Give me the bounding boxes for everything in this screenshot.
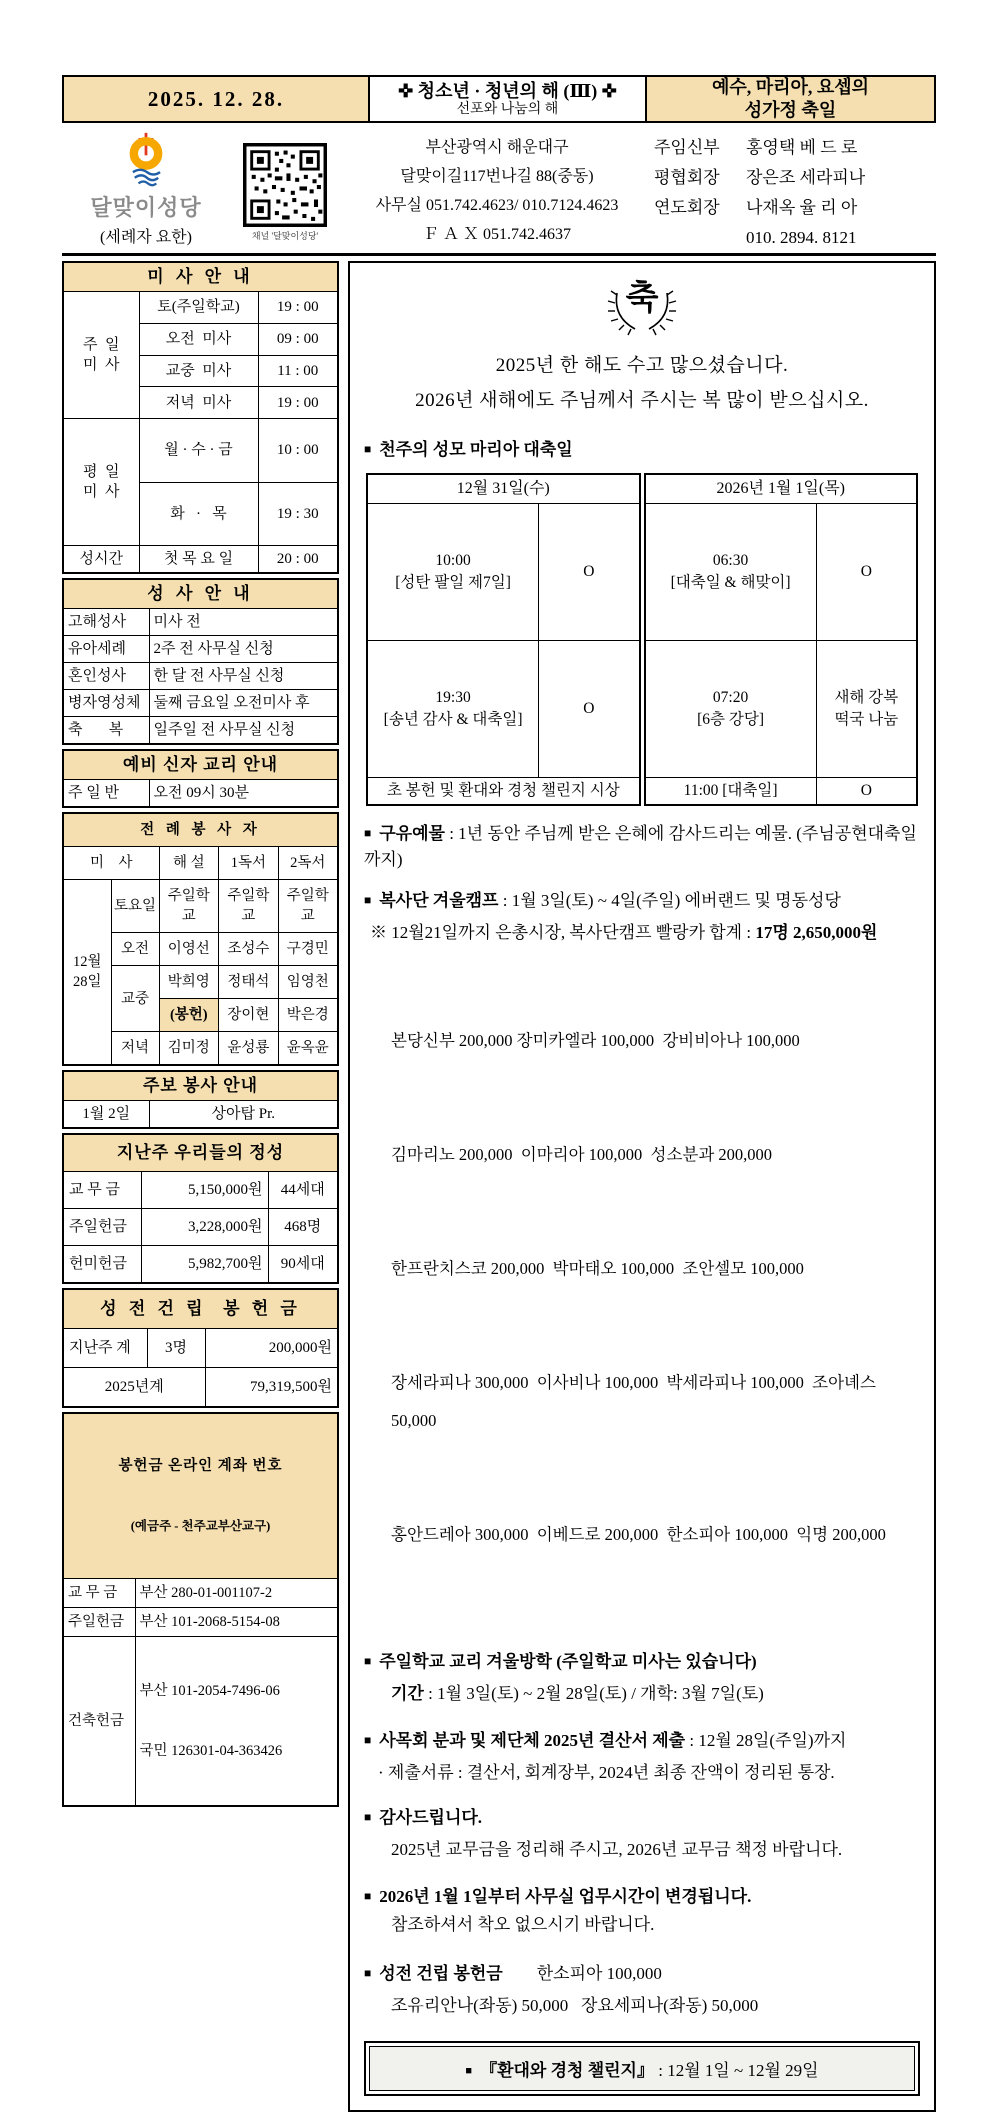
building-last-count: 3명 xyxy=(147,1329,205,1368)
servers-slot: 저녁 xyxy=(111,1032,159,1066)
official-row xyxy=(654,133,936,163)
feast-title xyxy=(647,77,934,121)
mass-time: 19 : 00 xyxy=(258,387,338,419)
servers-slot: 교중 xyxy=(111,966,159,1032)
official-role: 주임신부 xyxy=(654,138,720,157)
header-banner xyxy=(62,75,936,123)
feast-footer: 초 봉헌 및 환대와 경청 챌린지 시상 xyxy=(367,778,640,806)
note-settlement-docs: · 제출서류 : 결산서, 회계장부, 2024년 최종 잔액이 정리된 통장. xyxy=(378,1763,835,1782)
note-thanks-detail: 2025년 교무금을 정리해 주시고, 2026년 교무금 책정 바랍니다. xyxy=(391,1840,843,1859)
offering-label: 주일헌금 xyxy=(63,1209,141,1246)
feast-cell: 06:30 [대축일 & 해맞이] xyxy=(645,504,817,641)
announcements-panel xyxy=(348,261,936,2112)
servers-cell: 주일학교 xyxy=(159,880,219,933)
official-name: 홍영택 베 드 로 xyxy=(746,138,858,157)
bullet-icon: ■ xyxy=(364,1966,372,1980)
greeting-line1: 2025년 한 해도 수고 많으셨습니다. xyxy=(495,355,789,376)
sacrament-value: 한 달 전 사무실 신청 xyxy=(149,663,338,690)
feast-mark: 새해 강복 떡국 나눔 xyxy=(816,641,917,778)
church-patron: (세례자 요한) xyxy=(100,229,192,246)
servers-cell: 박은경 xyxy=(278,999,338,1032)
sidebar xyxy=(62,261,339,1811)
address-line3: 사무실 051.742.4623/ 010.7124.4623 xyxy=(375,197,619,214)
celebration-char: 축 xyxy=(625,280,659,317)
section-title-building: 성 전 건 립 봉 헌 금 xyxy=(63,1289,338,1329)
year-theme-subtitle: 선포와 나눔의 해 xyxy=(456,102,559,117)
section-title-servers: 전 례 봉 사 자 xyxy=(63,813,338,847)
note-building-fund: ■ 성전 건립 봉헌금 한소피아 100,000 xyxy=(364,1964,662,1983)
servers-col-mass: 미 사 xyxy=(63,847,159,880)
dot-mark: · xyxy=(378,1763,384,1782)
servers-col-reader1: 1독서 xyxy=(219,847,278,880)
official-name: 나재옥 율 리 아 xyxy=(746,198,858,217)
feast-cell: 19:30 [송년 감사 & 대축일] xyxy=(367,641,539,778)
info-band xyxy=(62,123,936,256)
servers-cell: 김미정 xyxy=(159,1032,219,1066)
mass-group-label: 성시간 xyxy=(63,546,139,574)
catechumen-label: 주 일 반 xyxy=(63,780,149,808)
bulletin-service-table xyxy=(62,1070,339,1129)
section-title-accounts: 봉헌금 온라인 계좌 번호 (예금주 - 천주교부산교구) xyxy=(63,1413,338,1579)
mass-name: 저녁 미사 xyxy=(139,387,258,419)
mass-name: 첫 목 요 일 xyxy=(139,546,258,574)
account-number: 부산 280-01-001107-2 xyxy=(135,1579,338,1608)
note-building-fund-detail: 조유리안나(좌동) 50,000 장요세피나(좌동) 50,000 xyxy=(391,1996,759,2015)
catechumen-table xyxy=(62,749,339,808)
note-thanks: ■ 감사드립니다. xyxy=(364,1808,483,1827)
feast-table-dec31 xyxy=(366,473,641,806)
account-label: 교 무 금 xyxy=(63,1579,135,1608)
offering-count: 90세대 xyxy=(268,1246,338,1284)
address-line4: Ｆ Ａ Ｘ 051.742.4637 xyxy=(422,226,571,243)
offering-amount: 5,982,700원 xyxy=(141,1246,268,1284)
bulletin-page xyxy=(62,75,936,2112)
sacraments-table xyxy=(62,578,339,745)
account-number: 부산 101-2054-7496-06 국민 126301-04-363426 xyxy=(135,1637,338,1807)
section-title-mass: 미 사 안 내 xyxy=(63,262,338,292)
bullet-icon: ■ xyxy=(364,893,372,907)
bulletin-date: 1월 2일 xyxy=(63,1101,149,1129)
bullet-icon: ■ xyxy=(364,1733,372,1747)
mass-name: 오전 미사 xyxy=(139,323,258,355)
offering-amount: 3,228,000원 xyxy=(141,1209,268,1246)
bulletin-group: 상아탑 Pr. xyxy=(149,1101,338,1129)
note-crib: ■ 구유예물 : 1년 동안 주님께 받은 은혜에 감사드리는 예물. (주님공현대축일까지) xyxy=(364,824,917,869)
account-label: 주일헌금 xyxy=(63,1608,135,1637)
laurel-wreath-icon xyxy=(599,275,685,339)
bullet-icon: ■ xyxy=(364,1654,372,1668)
sacrament-label: 병자영성체 xyxy=(63,690,149,717)
officials-block xyxy=(654,131,936,247)
feast-dec31-header: 12월 31일(수) xyxy=(367,474,640,504)
servers-cell: 임영천 xyxy=(278,966,338,999)
building-last-label: 지난주 계 xyxy=(63,1329,147,1368)
sacrament-label: 고해성사 xyxy=(63,609,149,636)
reference-mark: ※ xyxy=(370,923,387,942)
sacrament-label: 혼인성사 xyxy=(63,663,149,690)
catechumen-value: 오전 09시 30분 xyxy=(149,780,338,808)
servers-date: 12월 28일 xyxy=(63,880,111,1066)
note-vacation: ■ 주일학교 교리 겨울방학 (주일학교 미사는 있습니다) xyxy=(364,1652,757,1671)
servers-col-commentator: 해 설 xyxy=(159,847,219,880)
challenge-banner: ■ 『환대와 경청 챌린지』 : 12월 1일 ~ 12월 29일 xyxy=(369,2046,915,2091)
feast-schedule xyxy=(366,473,918,806)
servers-cell: 주일학교 xyxy=(219,880,278,933)
donor-line: 홍안드레아 300,000 이베드로 200,000 한소피아 100,000 익명 200,000 xyxy=(391,1525,886,1544)
donor-line: 한프란치스코 200,000 박마태오 100,000 조안셀모 100,000 xyxy=(391,1259,804,1278)
lastweek-offerings-table xyxy=(62,1133,339,1284)
section-title-lastweek: 지난주 우리들의 정성 xyxy=(63,1134,338,1172)
sacrament-value: 둘째 금요일 오전미사 후 xyxy=(149,690,338,717)
servers-cell: 주일학교 xyxy=(278,880,338,933)
sacrament-label: 축 복 xyxy=(63,717,149,745)
church-name: 달맞이성당 xyxy=(90,195,202,220)
official-role: 평협회장 xyxy=(654,168,720,187)
qr-caption: 채널 '달맞이성당' xyxy=(251,231,319,241)
note-office-hours: ■ 2026년 1월 1일부터 사무실 업무시간이 변경됩니다. xyxy=(364,1887,752,1906)
note-office-hours-detail: 참조하셔서 착오 없으시기 바랍니다. xyxy=(391,1915,655,1934)
mass-name: 화 · 목 xyxy=(139,482,258,546)
year-theme-title: ✜ 청소년 · 청년의 해 (Ⅲ) ✜ xyxy=(398,81,617,101)
official-row xyxy=(654,193,936,223)
note-vacation-period: 기간 : 1월 3일(토) ~ 2월 28일(토) / 개학: 3월 7일(토) xyxy=(391,1684,764,1703)
offering-label: 헌미헌금 xyxy=(63,1246,141,1284)
mass-name: 월 · 수 · 금 xyxy=(139,419,258,483)
mass-group-label: 평 일 미 사 xyxy=(63,419,139,546)
feast-mark: O xyxy=(816,778,917,806)
servers-col-reader2: 2독서 xyxy=(278,847,338,880)
feast-mark: O xyxy=(816,504,917,641)
mass-time: 10 : 00 xyxy=(258,419,338,483)
servers-cell: 장이현 xyxy=(219,999,278,1032)
sacrament-value: 일주일 전 사무실 신청 xyxy=(149,717,338,745)
servers-slot: 토요일 xyxy=(111,880,159,933)
mass-time: 20 : 00 xyxy=(258,546,338,574)
bullet-icon: ■ xyxy=(364,442,372,456)
feast-footer-time: 11:00 [대축일] xyxy=(645,778,817,806)
year-theme xyxy=(370,77,647,121)
bullet-icon: ■ xyxy=(364,1889,372,1903)
offering-count: 468명 xyxy=(268,1209,338,1246)
donor-line: 김마리노 200,000 이마리아 100,000 성소분과 200,000 xyxy=(391,1145,773,1164)
feast-line2: 성가정 축일 xyxy=(744,100,837,120)
donor-list xyxy=(364,946,920,1630)
qr-block xyxy=(230,131,340,247)
bullet-icon: ■ xyxy=(364,1810,372,1824)
section-title-sacraments: 성 사 안 내 xyxy=(63,579,338,609)
sacrament-value: 미사 전 xyxy=(149,609,338,636)
official-phone: 010. 2894. 8121 xyxy=(746,228,857,247)
feast-jan1-header: 2026년 1월 1일(목) xyxy=(645,474,918,504)
building-year-label: 2025년계 xyxy=(63,1368,205,1408)
official-name: 장은조 세라피나 xyxy=(746,168,866,187)
note-palanca: ※ 12월21일까지 은총시장, 복사단캠프 빨랑카 합계 : 17명 2,650,000원 xyxy=(370,923,878,942)
address-line1: 부산광역시 해운대구 xyxy=(425,139,569,156)
official-role: 연도회장 xyxy=(654,198,720,217)
section-title-catechumen: 예비 신자 교리 안내 xyxy=(63,750,338,780)
account-number: 부산 101-2068-5154-08 xyxy=(135,1608,338,1637)
feast-cell: 10:00 [성탄 팔일 제7일] xyxy=(367,504,539,641)
sacrament-value: 2주 전 사무실 신청 xyxy=(149,636,338,663)
mass-time: 19 : 00 xyxy=(258,292,338,324)
note-settlement: ■ 사목회 분과 및 제단체 2025년 결산서 제출 : 12월 28일(주일)까지 xyxy=(364,1731,847,1750)
offering-amount: 5,150,000원 xyxy=(141,1172,268,1209)
mass-time: 19 : 30 xyxy=(258,482,338,546)
servers-cell: 박희영 xyxy=(159,966,219,999)
offering-label: 교 무 금 xyxy=(63,1172,141,1209)
building-year-amount: 79,319,500원 xyxy=(205,1368,338,1408)
servers-cell: 조성수 xyxy=(219,933,278,966)
servers-cell-offering: (봉헌) xyxy=(159,999,219,1032)
servers-cell: 정태석 xyxy=(219,966,278,999)
donor-line: 장세라피나 300,000 이사비나 100,000 박세라피나 100,000 조아녜스 50,000 xyxy=(391,1373,881,1430)
feast-mark: O xyxy=(539,641,640,778)
celebration-emblem xyxy=(364,275,920,344)
church-logo-icon xyxy=(114,131,178,189)
building-fund-table xyxy=(62,1288,339,1408)
servers-cell: 윤옥윤 xyxy=(278,1032,338,1066)
mass-time: 09 : 00 xyxy=(258,323,338,355)
feast-table-jan1 xyxy=(644,473,919,806)
feast-heading: ■ 천주의 성모 마리아 대축일 xyxy=(364,440,573,459)
bullet-icon: ■ xyxy=(364,826,372,840)
note-camp: ■ 복사단 겨울캠프 : 1월 3일(토) ~ 4일(주일) 에버랜드 및 명동성당 xyxy=(364,891,841,910)
feast-cell: 07:20 [6층 강당] xyxy=(645,641,817,778)
feast-line1: 예수, 마리아, 요셉의 xyxy=(711,77,870,97)
issue-date: 2025. 12. 28. xyxy=(64,77,370,121)
donor-line: 본당신부 200,000 장미카엘라 100,000 강비비아나 100,000 xyxy=(391,1031,800,1050)
bullet-icon: ■ xyxy=(465,2065,473,2077)
mass-group-label: 주 일 미 사 xyxy=(63,292,139,419)
challenge-box xyxy=(364,2041,920,2096)
official-row xyxy=(654,163,936,193)
mass-name: 교중 미사 xyxy=(139,355,258,387)
servers-slot: 오전 xyxy=(111,933,159,966)
servers-cell: 구경민 xyxy=(278,933,338,966)
qr-code-icon xyxy=(243,143,327,227)
church-logo xyxy=(62,131,230,247)
section-title-bulletin: 주보 봉사 안내 xyxy=(63,1071,338,1101)
greeting-line2: 2026년 새해에도 주님께서 주시는 복 많이 받으십시오. xyxy=(415,390,869,411)
accounts-table xyxy=(62,1412,339,1807)
liturgy-servers-table xyxy=(62,812,339,1066)
mass-name: 토(주일학교) xyxy=(139,292,258,324)
account-label: 건축헌금 xyxy=(63,1637,135,1807)
offering-count: 44세대 xyxy=(268,1172,338,1209)
servers-cell: 윤성룡 xyxy=(219,1032,278,1066)
mass-time: 11 : 00 xyxy=(258,355,338,387)
sacrament-label: 유아세례 xyxy=(63,636,149,663)
feast-mark: O xyxy=(539,504,640,641)
address-line2: 달맞이길117번나길 88(중동) xyxy=(400,168,594,185)
servers-cell: 이영선 xyxy=(159,933,219,966)
mass-schedule-table xyxy=(62,261,339,574)
address-block xyxy=(340,131,654,247)
building-last-amount: 200,000원 xyxy=(205,1329,338,1368)
